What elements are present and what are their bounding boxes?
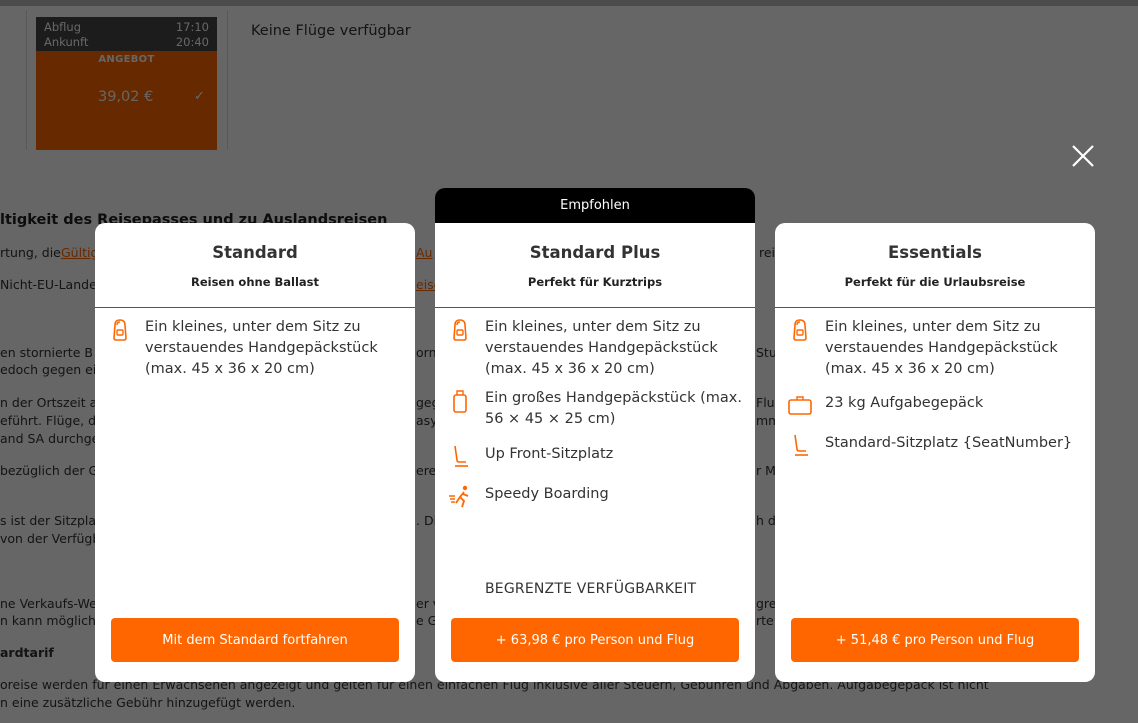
close-button[interactable]	[1069, 142, 1097, 170]
feature-item	[447, 388, 747, 430]
divider	[775, 307, 1095, 308]
plan-subtitle: Reisen ohne Ballast	[190, 275, 320, 289]
feature-item	[107, 317, 407, 380]
plan-card-essentials	[775, 223, 1095, 682]
limited-availability-text: BEGRENZTE VERFÜGBARKEIT	[485, 581, 697, 597]
plan-subtitle: Perfekt für die Urlaubsreise	[844, 275, 1026, 289]
feature-item	[787, 433, 1087, 459]
seat-icon	[787, 433, 813, 459]
plan-card-standard-plus	[435, 223, 755, 682]
feature-item	[447, 444, 747, 470]
plan-card-standard	[95, 223, 415, 682]
divider	[435, 307, 755, 308]
plan-title: Essentials	[887, 243, 982, 262]
feature-text: 23 kg Aufgabegepäck	[825, 395, 984, 411]
feature-item	[787, 393, 1087, 419]
plan-title: Standard	[212, 243, 298, 262]
feature-text: Standard-Sitzplatz {SeatNumber}	[825, 435, 1073, 451]
feature-text: Ein kleines, unter dem Sitz zu verstauendes Handgepäckstück (max. 45 x 36 x 20 cm)	[825, 319, 1058, 377]
feature-text: Ein kleines, unter dem Sitz zu verstauendes Handgepäckstück (max. 45 x 36 x 20 cm)	[145, 319, 378, 377]
backpack-icon	[447, 317, 473, 343]
backpack-icon	[787, 317, 813, 343]
seat-icon	[447, 444, 473, 470]
close-icon	[1069, 142, 1097, 170]
feature-item	[447, 317, 747, 380]
plan-subtitle: Perfekt für Kurztrips	[527, 275, 663, 289]
feature-item	[447, 484, 747, 510]
feature-text: Ein kleines, unter dem Sitz zu verstauendes Handgepäckstück (max. 45 x 36 x 20 cm)	[485, 319, 718, 377]
feature-item	[787, 317, 1087, 380]
continue-standard-button[interactable]: Mit dem Standard fortfahren	[111, 618, 399, 662]
divider	[95, 307, 415, 308]
select-essentials-button[interactable]: + 51,48 € pro Person und Flug	[791, 618, 1079, 662]
suitcase-icon	[787, 393, 813, 419]
select-standard-plus-button[interactable]: + 63,98 € pro Person und Flug	[451, 618, 739, 662]
trolley-icon	[447, 388, 473, 414]
feature-text: Ein großes Handgepäckstück (max. 56 × 45 × 25 cm)	[485, 390, 742, 427]
feature-text: Up Front-Sitzplatz	[485, 446, 614, 462]
recommended-banner: Empfohlen	[435, 188, 755, 223]
speedy-boarding-icon	[447, 484, 473, 510]
feature-text: Speedy Boarding	[485, 486, 609, 502]
plan-title: Standard Plus	[529, 243, 661, 262]
backpack-icon	[107, 317, 133, 343]
